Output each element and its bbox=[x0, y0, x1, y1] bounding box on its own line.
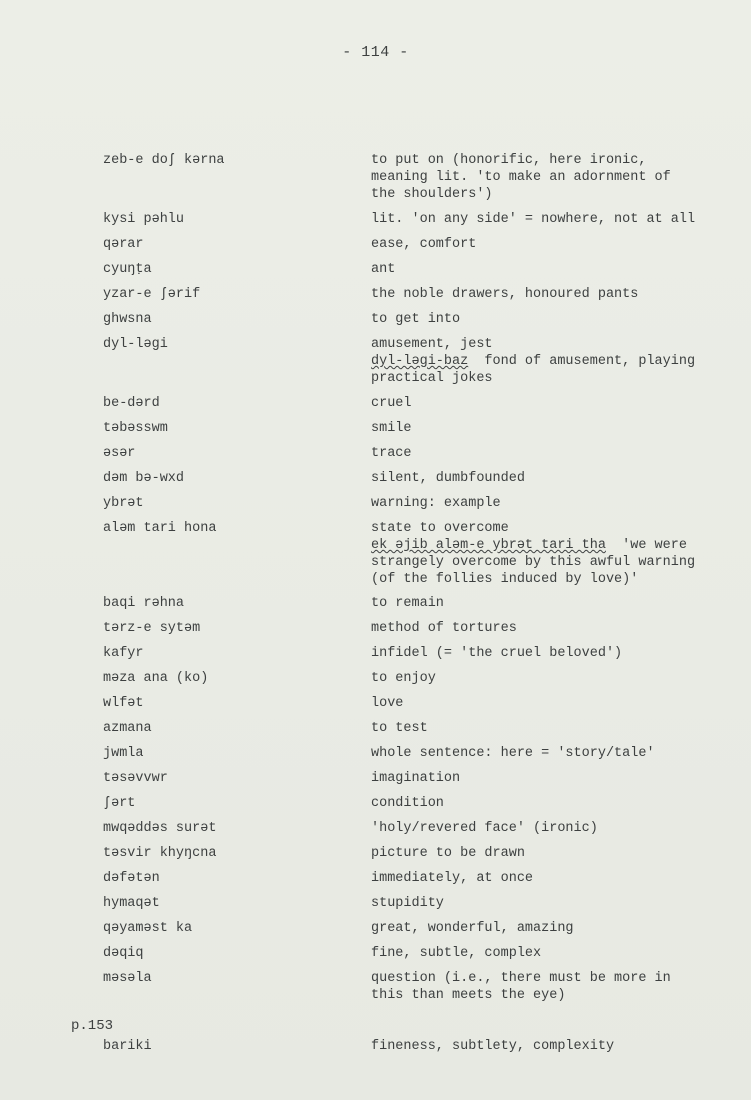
entry-term: məza ana (ko) bbox=[103, 671, 209, 686]
entry-term: ybrət bbox=[103, 496, 144, 511]
entry-gloss bbox=[371, 495, 721, 512]
gloss-line: whole sentence: here = 'story/tale' bbox=[371, 746, 655, 761]
entry-term: tərz-e sytəm bbox=[103, 621, 201, 636]
entry-term: be-dərd bbox=[103, 396, 160, 411]
entry-term: mwqəddəs surət bbox=[103, 821, 217, 836]
entry-gloss bbox=[371, 895, 721, 912]
entry-gloss bbox=[371, 770, 721, 787]
entry-term: wlfət bbox=[103, 696, 144, 711]
page-reference: p.153 bbox=[71, 1018, 114, 1034]
entry-gloss bbox=[371, 720, 721, 737]
entry-gloss bbox=[371, 870, 721, 887]
sub-entry-line bbox=[371, 353, 721, 370]
entry-gloss bbox=[371, 695, 721, 712]
entry-gloss bbox=[371, 920, 721, 937]
entry-gloss bbox=[371, 152, 721, 203]
entry-term: dəm bə-wxd bbox=[103, 471, 185, 486]
gloss-line: to put on (honorific, here ironic, bbox=[371, 153, 647, 168]
gloss-line: state to overcome bbox=[371, 521, 509, 536]
entry-term: qərar bbox=[103, 237, 144, 252]
entry-gloss bbox=[371, 445, 721, 462]
entry-term: təsəvvwr bbox=[103, 771, 168, 786]
gloss-line: lit. 'on any side' = nowhere, not at all bbox=[371, 212, 696, 227]
entry-gloss bbox=[371, 1038, 721, 1055]
sub-entry-gloss-line: (of the follies induced by love)' bbox=[371, 572, 639, 587]
sub-entry-gloss: fond of amusement, playing bbox=[484, 354, 696, 369]
entry-term: yzar-e ʃərif bbox=[103, 287, 201, 302]
entry-gloss bbox=[371, 520, 721, 588]
gloss-line: condition bbox=[371, 796, 444, 811]
entry-term: dyl-ləgi bbox=[103, 337, 168, 352]
entry-gloss bbox=[371, 211, 721, 228]
sub-entry-gloss-line: practical jokes bbox=[371, 371, 493, 386]
entry-gloss bbox=[371, 745, 721, 762]
entry-term: zeb-e doʃ kərna bbox=[103, 153, 225, 168]
entry-gloss bbox=[371, 336, 721, 387]
entry-term: ʃərt bbox=[103, 796, 136, 811]
gloss-line: infidel (= 'the cruel beloved') bbox=[371, 646, 623, 661]
gloss-line: warning: example bbox=[371, 496, 501, 511]
entry-gloss bbox=[371, 470, 721, 487]
gloss-line: silent, dumbfounded bbox=[371, 471, 525, 486]
entry-term: cyuŋṭa bbox=[103, 262, 152, 277]
entry-term: kafyr bbox=[103, 646, 144, 661]
gloss-line: to enjoy bbox=[371, 671, 436, 686]
entry-term: hymaqət bbox=[103, 896, 160, 911]
gloss-line: stupidity bbox=[371, 896, 444, 911]
gloss-line: method of tortures bbox=[371, 621, 517, 636]
entry-gloss bbox=[371, 795, 721, 812]
gloss-line: trace bbox=[371, 446, 412, 461]
entry-gloss bbox=[371, 395, 721, 412]
gloss-line: amusement, jest bbox=[371, 337, 493, 352]
gloss-line: immediately, at once bbox=[371, 871, 534, 886]
gloss-line: 'holy/revered face' (ironic) bbox=[371, 821, 598, 836]
gloss-line: love bbox=[371, 696, 404, 711]
gloss-line: question (i.e., there must be more in bbox=[371, 971, 671, 986]
entry-gloss bbox=[371, 845, 721, 862]
entry-gloss bbox=[371, 595, 721, 612]
gloss-line: imagination bbox=[371, 771, 461, 786]
entry-term: bariki bbox=[103, 1039, 152, 1054]
entry-term: dəqiq bbox=[103, 946, 144, 961]
gloss-line: ease, comfort bbox=[371, 237, 477, 252]
gloss-line: smile bbox=[371, 421, 412, 436]
entry-term: qəyaməst ka bbox=[103, 921, 193, 936]
sub-entry-term: ek əjib aləm-e ybrət tari tha bbox=[371, 538, 606, 553]
sub-entry-gloss-line: strangely overcome by this awful warning bbox=[371, 555, 696, 570]
entry-term: əsər bbox=[103, 446, 136, 461]
entry-gloss bbox=[371, 670, 721, 687]
entry-term: təsvir khyŋcna bbox=[103, 846, 217, 861]
gloss-line: fineness, subtlety, complexity bbox=[371, 1039, 615, 1054]
entry-term: azmana bbox=[103, 721, 152, 736]
entry-gloss bbox=[371, 236, 721, 253]
entry-term: kysi pəhlu bbox=[103, 212, 185, 227]
entry-term: aləm tari hona bbox=[103, 521, 217, 536]
entry-term: məsəla bbox=[103, 971, 152, 986]
entry-term: dəfətən bbox=[103, 871, 160, 886]
entry-gloss bbox=[371, 286, 721, 303]
entry-term: təbəsswm bbox=[103, 421, 168, 436]
entry-gloss bbox=[371, 945, 721, 962]
entry-gloss bbox=[371, 820, 721, 837]
entry-gloss bbox=[371, 311, 721, 328]
gloss-line: this than meets the eye) bbox=[371, 988, 566, 1003]
sub-entry-line bbox=[371, 537, 721, 554]
entry-term: ghwsna bbox=[103, 312, 152, 327]
gloss-line: the noble drawers, honoured pants bbox=[371, 287, 639, 302]
entry-gloss bbox=[371, 261, 721, 278]
gloss-line: to get into bbox=[371, 312, 461, 327]
gloss-line: to test bbox=[371, 721, 428, 736]
gloss-line: meaning lit. 'to make an adornment of bbox=[371, 170, 671, 185]
entry-gloss bbox=[371, 620, 721, 637]
gloss-line: picture to be drawn bbox=[371, 846, 525, 861]
entry-gloss bbox=[371, 970, 721, 1004]
gloss-line: fine, subtle, complex bbox=[371, 946, 542, 961]
gloss-line: great, wonderful, amazing bbox=[371, 921, 574, 936]
entry-gloss bbox=[371, 645, 721, 662]
entry-term: jwmla bbox=[103, 746, 144, 761]
gloss-line: the shoulders') bbox=[371, 187, 493, 202]
page-number: - 114 - bbox=[342, 44, 409, 61]
sub-entry-gloss: 'we were bbox=[622, 538, 687, 553]
entry-term: baqi rəhna bbox=[103, 596, 185, 611]
entry-gloss bbox=[371, 420, 721, 437]
gloss-line: cruel bbox=[371, 396, 412, 411]
sub-entry-term: dyl-ləgi-baz bbox=[371, 354, 469, 369]
gloss-line: ant bbox=[371, 262, 396, 277]
gloss-line: to remain bbox=[371, 596, 444, 611]
